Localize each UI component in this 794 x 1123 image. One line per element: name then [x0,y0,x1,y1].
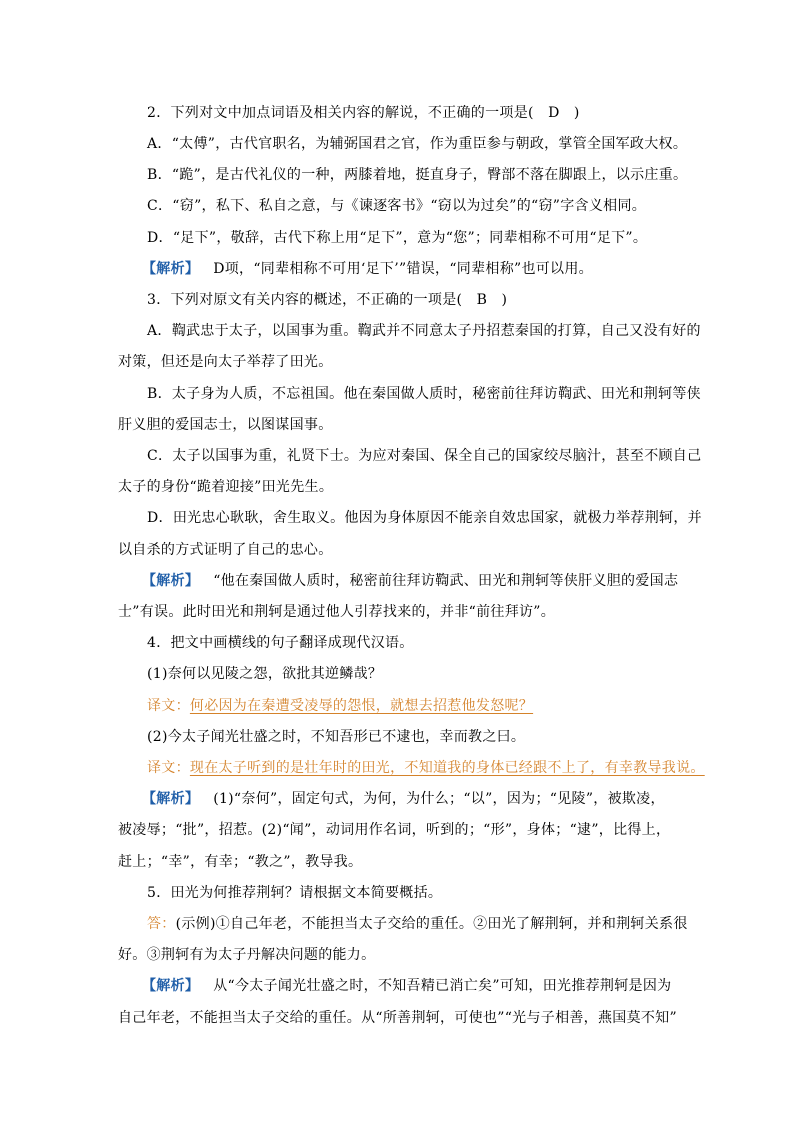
q4-analysis-line2: 被凌辱；“批”，招惹。(2)“闻”，动词用作名词，听到的；“形”，身体；“逮”，比得上， [118,822,671,838]
q4-analysis-label: 【解析】 [142,791,200,807]
q5-analysis-line1 [142,976,671,996]
q3-option-b-line2: 肝义胆的爱国志士，以图谋国事。 [118,417,333,433]
q5-analysis-label: 【解析】 [142,978,200,994]
q4-sentence-1: (1)奈何以见陵之怨，欲批其逆鳞哉？ [147,666,383,682]
q2-analysis-text: D项，“同辈相称不可用‘足下’”错误，“同辈相称”也可以用。 [213,261,593,277]
q2-option-c: C．“窃”，私下、私自之意，与《谏逐客书》“窃以为过矣”的“窃”字含义相同。 [147,198,647,214]
q4-analysis-line3: 赶上；“幸”，有幸；“教之”，教导我。 [118,854,363,870]
q2-analysis [142,259,593,279]
q5-answer-line2: 好。③荆轲有为太子丹解决问题的能力。 [118,947,376,963]
q4-translation-1 [147,696,533,716]
q3-option-c-line1: C．太子以国事为重，礼贤下士。为应对秦国、保全自己的国家绞尽脑汁，甚至不顾自己 [147,448,702,464]
q4-translation-2-text: 现在太子听到的是壮年时的田光，不知道我的身体已经跟不上了，有幸教导我说。 [189,760,705,776]
q4-analysis-line1 [142,789,665,809]
q4-translation-2 [147,758,705,778]
q5-analysis-text1: 从“今太子闻光壮盛之时，不知吾精已消亡矣”可知，田光推荐荆轲是因为 [213,978,672,994]
q2-option-d: D．“足下”，敬辞，古代下称上用“足下”，意为“您”；同辈相称不可用“足下”。 [147,230,648,246]
q5-stem: 5．田光为何推荐荆轲？请根据文本简要概括。 [147,885,443,901]
q3-analysis-label: 【解析】 [142,573,200,589]
q4-translation-2-label: 译文： [147,760,190,776]
q5-analysis-line2: 自己年老，不能担当太子交给的重任。从“所善荆轲，可使也”“光与子相善，燕国莫不知” [118,1010,677,1026]
q2-option-a: A．“太傅”，古代官职名，为辅弼国君之官，作为重臣参与朝政，掌管全国军政大权。 [147,136,688,152]
q2-option-b: B．“跪”，是古代礼仪的一种，两膝着地，挺直身子，臀部不落在脚跟上，以示庄重。 [147,167,688,183]
q3-option-c-line2: 太子的身份“跪着迎接”田光先生。 [118,479,334,495]
q4-stem: 4．把文中画横线的句子翻译成现代汉语。 [147,635,414,651]
q3-option-d-line1: D．田光忠心耿耿，舍生取义。他因为身体原因不能亲自效忠国家，就极力举荐荆轲，并 [147,510,702,526]
q2-analysis-label: 【解析】 [142,261,200,277]
q3-stem: 3．下列对原文有关内容的概述，不正确的一项是( B ) [147,292,508,308]
q3-analysis-line1 [142,571,678,591]
q4-analysis-text1: (1)“奈何”，固定句式，为何，为什么；“以”，因为；“见陵”，被欺凌， [213,791,665,807]
q3-analysis-line2: 士”有误。此时田光和荆轲是通过他人引荐找来的，并非“前往拜访”。 [118,604,556,620]
q5-answer-line1 [147,914,688,934]
q5-answer-label: 答： [147,916,176,932]
q2-stem: 2．下列对文中加点词语及相关内容的解说，不正确的一项是( D ) [147,105,580,121]
q3-option-d-line2: 以自杀的方式证明了自己的忠心。 [118,542,333,558]
q3-analysis-text1: “他在秦国做人质时，秘密前往拜访鞫武、田光和荆轲等侠肝义胆的爱国志 [213,573,679,589]
q3-option-a-line2: 对策，但还是向太子举荐了田光。 [118,354,333,370]
q5-answer-text1: (示例)①自己年老，不能担当太子交给的重任。②田光了解荆轲，并和荆轲关系很 [175,916,688,932]
q4-sentence-2: (2)今太子闻光壮盛之时，不知吾形已不逮也，幸而教之曰。 [147,729,526,745]
q4-translation-1-text: 何必因为在秦遭受凌辱的怨恨，就想去招惹他发怒呢？ [189,698,534,714]
q4-translation-1-label: 译文： [147,698,190,714]
q3-option-b-line1: B．太子身为人质，不忘祖国。他在秦国做人质时，秘密前往拜访鞫武、田光和荆轲等侠 [147,386,701,402]
q3-option-a-line1: A．鞫武忠于太子，以国事为重。鞫武并不同意太子丹招惹秦国的打算，自己又没有好的 [147,323,701,339]
